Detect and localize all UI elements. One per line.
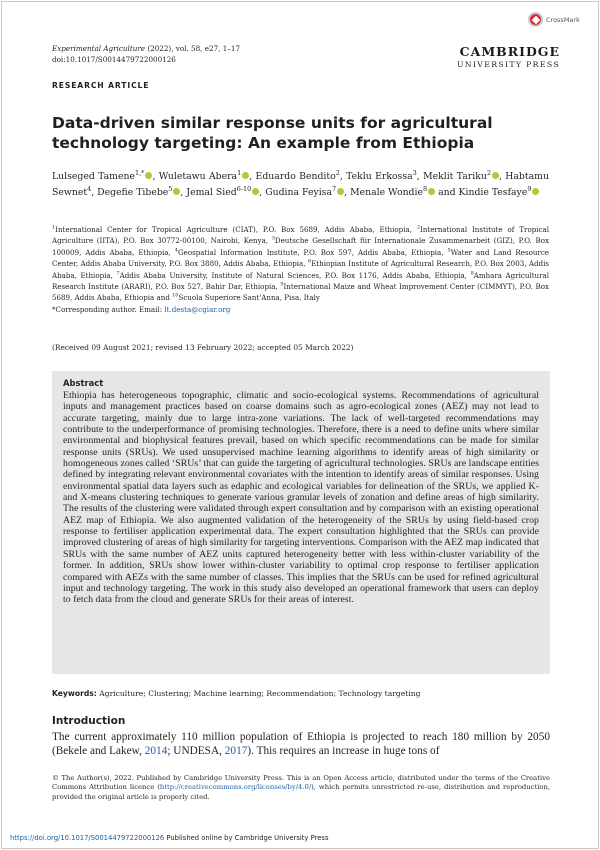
corresponding-label: *Corresponding author. Email:	[52, 304, 165, 314]
publisher-main: CAMBRIDGE	[459, 44, 560, 59]
author-separator: ,	[339, 171, 347, 182]
affiliation-text: Scuola Superiore Sant'Anna, Pisa, Italy	[178, 293, 320, 303]
copyright-notice	[52, 774, 550, 802]
author-affil-sup: 8	[422, 184, 428, 193]
keywords-text: Agriculture; Clustering; Machine learning; Recommendation; Technology targeting	[96, 689, 421, 698]
received-dates: (Received 09 August 2021; revised 13 February 2022; accepted 05 March 2022)	[52, 343, 354, 352]
footer	[10, 834, 329, 842]
author-affil-sup: 2	[486, 168, 491, 177]
affiliations	[52, 224, 549, 315]
affiliation-sup: 10	[172, 293, 179, 300]
copyright-text-b: ), which permits unrestricted re-use, distribution and reproduction, provided the original article is properly cited.	[52, 783, 551, 801]
affiliation-sup: 4	[174, 247, 178, 254]
author-affil-sup: 6-10	[236, 184, 252, 193]
author-name: Kindie Tesfaye	[458, 186, 528, 198]
author-separator: ,	[180, 186, 187, 198]
crossmark-badge[interactable]	[528, 12, 580, 27]
author-name: Degefie Tibebe	[97, 186, 169, 198]
author-affil-sup: 2	[335, 168, 340, 177]
publisher-logo	[457, 44, 560, 69]
author-separator: ,	[249, 171, 256, 182]
author-affil-sup: 5	[168, 184, 173, 193]
affiliation-sup: 5	[447, 247, 451, 254]
affiliation-sup: 6	[307, 258, 312, 265]
corresponding-email[interactable]: lt.desta@cgiar.org	[164, 304, 231, 314]
article-title: Data-driven similar response units for agricultural technology targeting: An example from Ethiopia	[52, 114, 493, 152]
keywords-label: Keywords:	[52, 689, 97, 698]
journal-citation: (2022), vol. 58, e27, 1–17	[145, 44, 241, 53]
author-separator: ,	[259, 186, 266, 198]
abstract-text: Ethiopia has heterogeneous topographic, climatic and socio-ecological systems. Recommendations of agricultural inputs and management practices based on coarse domains such as agro-ecological zones (AEZ) may not lead to accurate targeting, mainly due to large intra-zone variations. The lack of well-targeted recommendations may contribute to the underperformance of promising technologies. Therefore, there is a need to define units where similar environmental and biophysical features prevail, based on which specific recommendations can be made for similar response units (SRUs). We used unsupervised machine learning algorithms to identify areas of high similarity or homogeneous zones called ‘SRUs’ that can guide the targeting of agricultural technologies. SRUs are landscape entities defined by integrating relevant environmental covariates with the intention to identify areas of similar responses. Using environmental spatial data layers such as edaphic and ecological variables for delineation of the SRUs, we applied K- and X-means clustering techniques to generate various granular levels of zonation and define areas of high similarity. The results of the clustering were validated through expert consultation and by comparison with an existing operational AEZ map of Ethiopia. We also augmented validation of the heterogeneity of the SRUs by using field-based crop response to fertiliser application experimental data. The expert consultation highlighted that the SRUs can provide improved clustering of areas of high similarity for targeting interventions. Comparison with the AEZ map indicated that SRUs with the same number of AEZ units captured heterogeneity better with less within-cluster variability of the former. In addition, SRUs show lower within-cluster variability to optimal crop response to fertiliser application compared with AEZs with the same number of classes. This implies that the SRUs can be used for refined agricultural input and technology targeting. The work in this study also developed an operational framework that users can deploy to fetch data from the cloud and generate SRUs for their areas of interest.	[63, 390, 539, 606]
crossmark-label: CrossMark	[546, 15, 580, 24]
author-separator: ,	[344, 186, 351, 198]
orcid-icon[interactable]	[532, 188, 539, 195]
intro-text-c: ). This requires an increase in huge tons of	[247, 744, 440, 757]
ref-link-2014[interactable]: 2014	[144, 744, 168, 757]
article-type: RESEARCH ARTICLE	[52, 81, 150, 90]
affiliation-text: International Maize and Wheat Improvement Center (CIMMYT), P.O. Box 5689, Addis Ababa, Ethiopia and	[52, 282, 549, 303]
author-name: Wuletawu Abera	[158, 171, 238, 182]
author-name: Gudina Feyisa	[265, 186, 332, 198]
affiliation-text: Geospatial Information Institute, P.O. Box 597, Addis Ababa, Ethiopia,	[177, 247, 448, 257]
author-separator: ,	[416, 171, 424, 182]
journal-name: Experimental Agriculture	[52, 44, 146, 53]
author-name: Eduardo Bendito	[255, 171, 336, 182]
author-affil-sup: 9	[527, 184, 532, 193]
affiliation-text: Addis Ababa University, Institute of Natural Sciences, P.O. Box 1176, Addis Ababa, Ethiopia,	[119, 270, 471, 280]
affiliation-text: International Institute of Tropical Agriculture (IITA), P.O. Box 30772-00100, Nairobi, Kenya,	[52, 225, 549, 246]
author-name: Teklu Erkossa	[346, 171, 413, 182]
author-affil-sup: 4	[87, 184, 92, 193]
author-name: Lulseged Tamene	[52, 171, 135, 182]
affiliation-sup: 8	[470, 270, 474, 277]
affiliation-text: Water and Land Resource Center, Addis Ababa University, P.O. Box 3880, Addis Ababa, Ethiopia,	[52, 247, 549, 269]
affiliation-sup: 9	[280, 281, 284, 288]
author-affil-sup: 1,*	[134, 168, 145, 177]
affiliation-sup: 7	[116, 270, 120, 277]
affiliation-text: International Center for Tropical Agriculture (CIAT), P.O. Box 5689, Addis Ababa, Ethiopia,	[55, 225, 417, 234]
affiliation-text: Amhara Agricultural Research Institute (ARARI), P.O. Box 527, Bahir Dar, Ethiopia,	[52, 270, 550, 292]
affiliation-text: Deutsche Gesellschaft für Internationale Zusammenarbeit (GIZ), P.O. Box 100009, Addis Ababa, Ethiopia,	[52, 236, 549, 257]
author-separator: and	[435, 186, 459, 198]
abstract-heading: Abstract	[63, 378, 104, 388]
intro-text-a: The current approximately 110 million population of Ethiopia is projected to reach 180 million by 2050 (Bekele and Lakew,	[52, 731, 550, 757]
affiliation-sup: 3	[271, 236, 275, 243]
crossmark-icon	[528, 12, 543, 27]
abstract-box	[52, 371, 550, 674]
author-affil-sup: 1	[237, 168, 242, 177]
footer-published: Published online by Cambridge University Press	[164, 834, 329, 842]
author-separator: ,	[152, 171, 159, 182]
journal-info	[52, 43, 240, 65]
intro-text-b: ; UNDESA,	[167, 744, 225, 757]
publisher-sub: UNIVERSITY PRESS	[456, 60, 560, 69]
author-affil-sup: 3	[412, 168, 417, 177]
author-name: Habtamu Sewnet	[52, 171, 549, 198]
ref-link-2017[interactable]: 2017	[224, 744, 248, 757]
introduction-text	[52, 731, 550, 758]
author-list	[52, 169, 549, 200]
introduction-heading: Introduction	[52, 715, 126, 727]
author-separator: ,	[498, 171, 506, 182]
affiliation-text: Ethiopian Institute of Agricultural Research, P.O. Box 2003, Addis Ababa, Ethiopia,	[52, 259, 549, 280]
affiliation-sup: 1	[52, 224, 56, 231]
author-name: Jemal Sied	[186, 186, 237, 198]
license-link[interactable]: http://creativecommons.org/licenses/by/4.0/	[159, 783, 312, 792]
author-affil-sup: 7	[332, 184, 337, 193]
author-name: Menale Wondie	[350, 186, 423, 198]
orcid-icon[interactable]	[492, 172, 499, 179]
affiliation-sup: 2	[416, 224, 421, 231]
author-name: Meklit Tariku	[423, 171, 487, 182]
copyright-text-a: © The Author(s), 2022. Published by Cambridge University Press. This is an Open Access article, distributed under the terms of the Creative Commons Attribution licence (	[52, 774, 550, 792]
keywords	[52, 689, 420, 698]
footer-doi-link[interactable]: https://doi.org/10.1017/S0014479722000126	[10, 834, 165, 842]
journal-doi: doi:10.1017/S0014479722000126	[52, 55, 176, 64]
author-separator: ,	[91, 186, 98, 198]
